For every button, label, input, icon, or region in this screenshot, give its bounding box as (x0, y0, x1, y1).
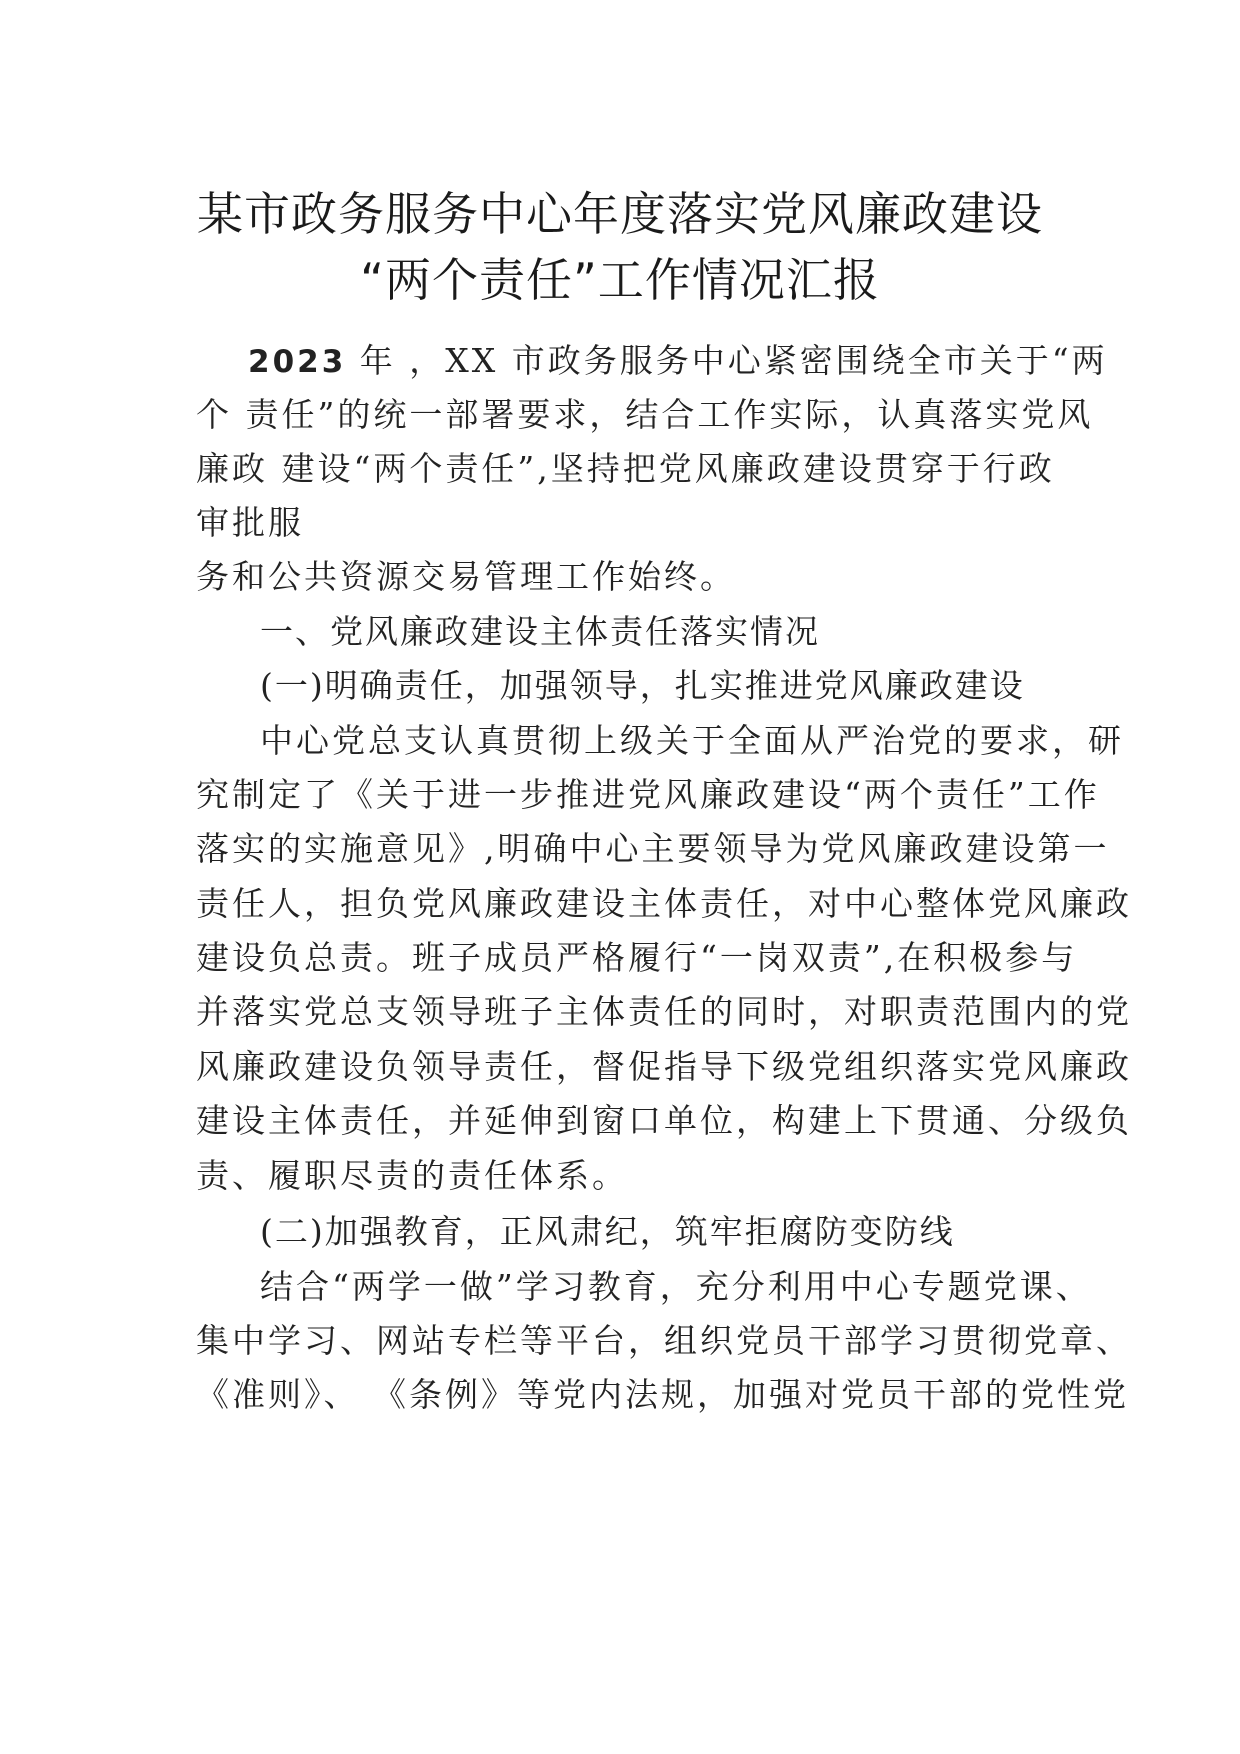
intro-line-4: 审批服 (196, 503, 304, 542)
paragraph-2-line-1: 结合“两学一做”学习教育，充分利用中心专题党课、 (260, 1267, 1092, 1306)
paragraph-1-line-4: 责任人，担负党风廉政建设主体责任，对中心整体党风廉政 (196, 884, 1132, 923)
paragraph-1-line-1: 中心党总支认真贯彻上级关于全面从严治党的要求，研 (260, 721, 1124, 760)
section-1-heading: 一、党风廉政建设主体责任落实情况 (260, 612, 820, 651)
paragraph-1-line-8: 建设主体责任，并延伸到窗口单位，构建上下贯通、分级负 (196, 1101, 1132, 1140)
paragraph-1-line-5: 建设负总责。班子成员严格履行“一岗双责”,在积极参与 (196, 938, 1078, 977)
subsection-2-heading: (二)加强教育，正风肃纪，筑牢拒腐防变防线 (260, 1212, 955, 1251)
paragraph-1-line-3: 落实的实施意见》,明确中心主要领导为党风廉政建设第一 (196, 829, 1110, 868)
document-title-line-2: “两个责任”工作情况汇报 (360, 253, 880, 307)
paragraph-1-line-7: 风廉政建设负领导责任，督促指导下级党组织落实党风廉政 (196, 1047, 1132, 1086)
intro-line-1 (248, 335, 1108, 382)
intro-line-1-text: 年 ，XX 市政务服务中心紧密围绕全市关于“两 (346, 341, 1108, 380)
intro-line-3: 廉政 建设“两个责任”,坚持把党风廉政建设贯穿于行政 (196, 449, 1055, 488)
intro-year: 2023 (248, 344, 347, 380)
paragraph-2-line-2: 集中学习、网站专栏等平台，组织党员干部学习贯彻党章、 (196, 1321, 1132, 1360)
paragraph-1-line-9: 责、履职尽责的责任体系。 (196, 1156, 628, 1195)
intro-line-5: 务和公共资源交易管理工作始终。 (196, 557, 736, 596)
paragraph-1-line-6: 并落实党总支领导班子主体责任的同时，对职责范围内的党 (196, 992, 1132, 1031)
paragraph-2-line-3: 《准则》、 《条例》等党内法规，加强对党员干部的党性党 (196, 1375, 1129, 1414)
document-title-line-1: 某市政务服务中心年度落实党风廉政建设 (197, 187, 1043, 241)
subsection-1-heading: (一)明确责任，加强领导，扎实推进党风廉政建设 (260, 666, 1025, 705)
paragraph-1-line-2: 究制定了《关于进一步推进党风廉政建设“两个责任”工作 (196, 775, 1100, 814)
intro-line-2: 个 责任”的统一部署要求，结合工作实际，认真落实党风 (196, 395, 1094, 434)
